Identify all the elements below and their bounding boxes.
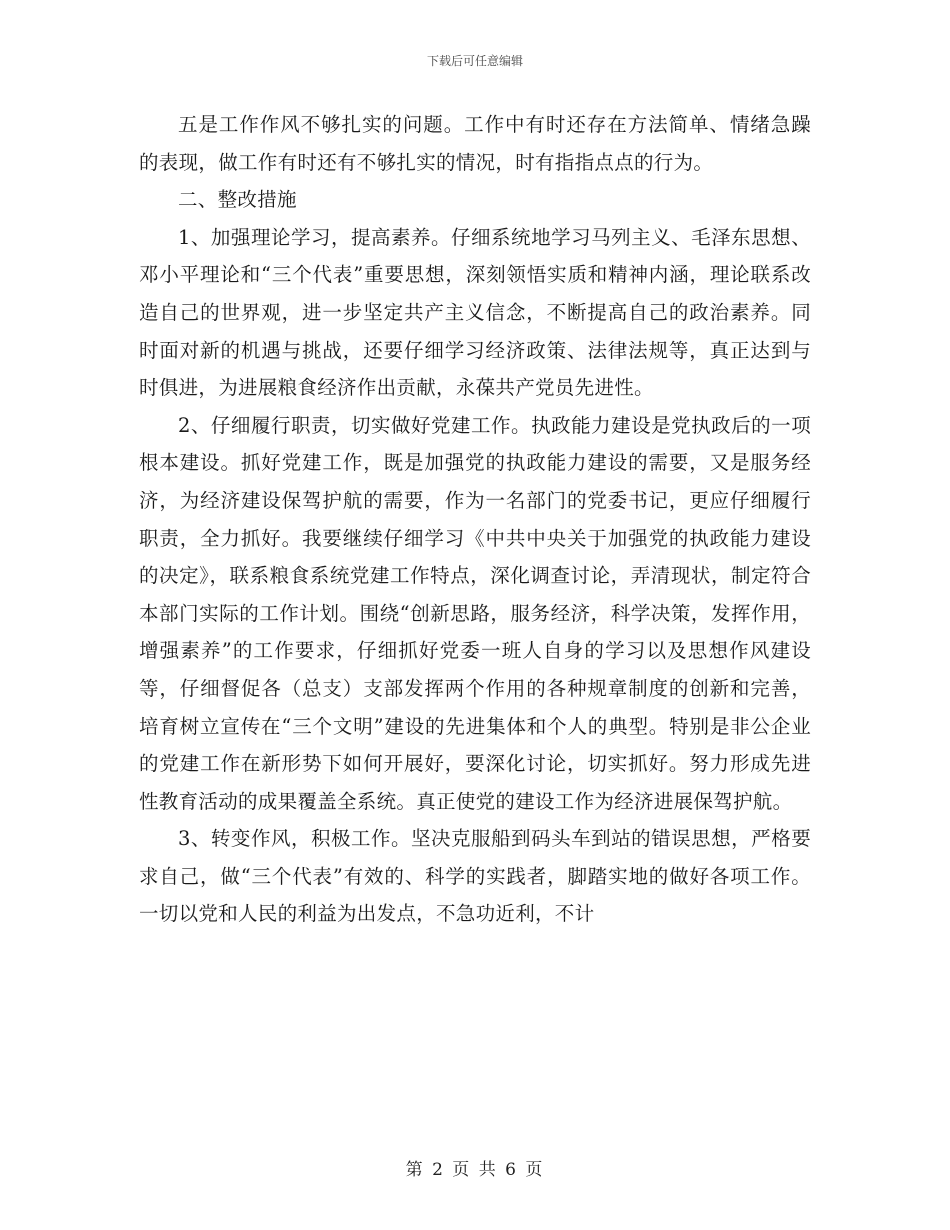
page-header-note: 下载后可任意编辑 [426,54,523,68]
paragraph-work-style: 五是工作作风不够扎实的问题。工作中有时还存在方法简单、情绪急躁的表现，做工作有时还有不够扎实的情况，时有指指点点的行为。 [139,113,811,174]
section-heading-rectification: 二、整改措施 [178,188,297,212]
page-number: 第 2 页 共 6 页 [405,1160,545,1180]
paragraph-theory-study: 1、加强理论学习，提高素养。仔细系统地学习马列主义、毛泽东思想、邓小平理论和“三个代表”重要思想，深刻领悟实质和精神内涵，理论联系改造自己的世界观，进一步坚定共产主义信念，不断提高自己的政治素养。同时面对新的机遇与挑战，还要仔细学习经济政策、法律法规等，真正达到与时俱进，为进展粮食经济作出贡献，永葆共产党员先进性。 [139,225,811,400]
document-body [139,106,811,933]
paragraph-party-building: 2、仔细履行职责，切实做好党建工作。执政能力建设是党执政后的一项根本建设。抓好党建工作，既是加强党的执政能力建设的需要，又是服务经济，为经济建设保驾护航的需要，作为一名部门的党委书记，更应仔细履行职责，全力抓好。我要继续仔细学习《中共中央关于加强党的执政能力建设的决定》，联系粮食系统党建工作特点，深化调查讨论，弄清现状，制定符合本部门实际的工作计划。围绕“创新思路，服务经济，科学决策，发挥作用，增强素养”的工作要求，仔细抓好党委一班人自身的学习以及思想作风建设等，仔细督促各（总支）支部发挥两个作用的各种规章制度的创新和完善，培育树立宣传在“三个文明”建设的先进集体和个人的典型。特别是非公企业的党建工作在新形势下如何开展好，要深化讨论，切实抓好。努力形成先进性教育活动的成果覆盖全系统。真正使党的建设工作为经济进展保驾护航。 [139,413,811,813]
paragraph-change-style: 3、转变作风，积极工作。坚决克服船到码头车到站的错误思想，严格要求自己，做“三个代表”有效的、科学的实践者，脚踏实地的做好各项工作。一切以党和人民的利益为出发点，不急功近利，不计 [139,827,811,926]
